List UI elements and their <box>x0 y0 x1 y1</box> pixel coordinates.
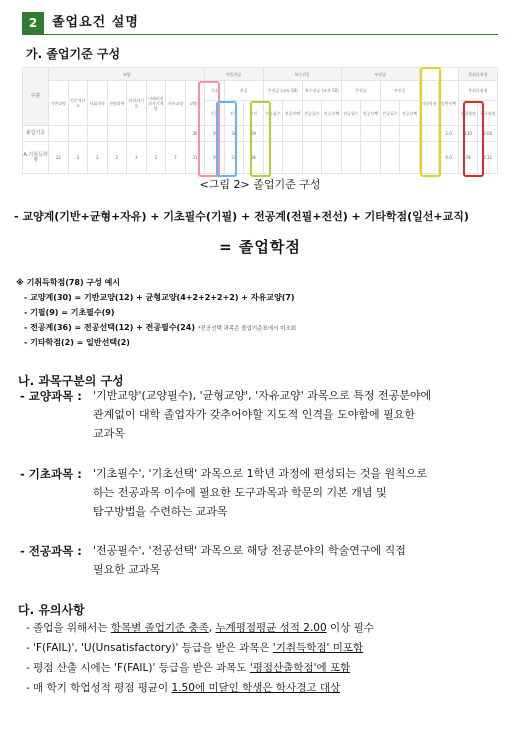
col-gibangyoyang: 기반교양 <box>49 81 69 126</box>
caution-emphasis: 항목별 졸업기준 충족 <box>110 622 209 634</box>
caution-item <box>26 660 350 675</box>
cell <box>146 126 166 142</box>
cell: 9 <box>205 126 225 142</box>
col-gwahak: 과학과기술 <box>127 81 147 126</box>
col-gicho: 기초 <box>205 81 225 101</box>
example-line: - 기타학점(2) = 일반선택(2) <box>24 338 130 347</box>
col-mirae: 미래비전과자기계발 <box>146 81 166 126</box>
example-line: - 교양계(30) = 기반교양(12) + 균형교양(4+2+2+2+2) + 자유교양(7) <box>24 293 295 302</box>
col-minor-main: 주전공 <box>341 81 380 101</box>
example-line <box>24 322 296 333</box>
cell: 2 <box>107 142 127 174</box>
caution-emphasis: 1.50에 미달인 학생은 학사경고 대상 <box>171 682 341 694</box>
cell: 130 <box>458 126 478 142</box>
group-double-major: 복수전공 <box>263 68 341 81</box>
cell <box>68 126 88 142</box>
cell <box>88 126 108 142</box>
equals-line: = 졸업학점 <box>219 238 301 256</box>
cell: 24 <box>224 142 244 174</box>
caution-text: - 'F(FAIL)', 'U(Unsatisfactory)' 등급을 받은 과목은 <box>26 642 273 654</box>
category-label-gicho: - 기초과목 : <box>20 467 82 481</box>
table-row <box>23 142 498 174</box>
formula-line: - 교양계(기반+균형+자유) + 기초필수(기필) + 전공계(전필+전선) + 기타학점(일선+교직) <box>14 210 469 223</box>
cell: 0.0 <box>439 142 459 174</box>
col-d2-seon: 전공선택 <box>322 101 342 126</box>
caution-text: - 평점 산출 시에는 'F(FAIL)' 등급을 받은 과목도 <box>26 662 250 674</box>
col-etc: 기타학점 <box>419 81 439 126</box>
col-minor-second: 부전공 <box>380 81 419 101</box>
cell: 12 <box>49 142 69 174</box>
col-general: 일반선택 <box>439 81 459 126</box>
cell: 2 <box>88 142 108 174</box>
desc-line: 하는 전공과목 이수에 필요한 도구과목과 학문의 기본 개념 및 <box>93 486 387 499</box>
cell: 30 <box>224 126 244 142</box>
group-gyoyang: 교양 <box>49 68 205 81</box>
cell <box>127 126 147 142</box>
category-desc-gyoyang <box>93 386 431 443</box>
desc-line: 관계없이 대학 졸업자가 갖추어야할 지도적 인격을 도야함에 필요한 <box>93 408 416 421</box>
desc-line: '기초필수', '기초선택' 과목으로 1학년 과정에 편성되는 것을 원칙으로 <box>93 467 427 480</box>
category-label-jeongong: - 전공과목 : <box>20 544 82 558</box>
caution-item <box>26 620 374 635</box>
category-label-gyoyang: - 교양과목 : <box>20 389 82 403</box>
col-m2-seon: 전공선택 <box>400 101 420 126</box>
example-line-text: - 전공계(36) = 전공선택(12) + 전공필수(24) <box>24 323 195 332</box>
col-jayugyoyang: 자유교양 <box>166 81 186 126</box>
col-gipil: 기필 <box>205 101 225 126</box>
cell: 4.31 <box>478 142 498 174</box>
cell: 30 <box>185 126 205 142</box>
figure-caption: <그림 2> 졸업기준 구성 <box>199 178 321 191</box>
graduation-criteria-table <box>22 67 498 173</box>
sub-a-title: 가. 졸업기준 구성 <box>26 47 121 61</box>
col-jeonpil: 전필 <box>224 101 244 126</box>
category-desc-gicho <box>93 464 427 521</box>
caution-text: - 졸업을 위해서는 <box>26 622 111 634</box>
desc-line: 교과목 <box>93 427 125 440</box>
desc-line: 탐구방법을 수련하는 교과목 <box>93 505 228 518</box>
col-sahoe: 사회과학 <box>88 81 108 126</box>
group-minor: 부전공 <box>341 68 419 81</box>
col-m2-pil: 전공필수 <box>380 101 400 126</box>
col-m1-seon: 전공선택 <box>361 101 381 126</box>
cell <box>49 126 69 142</box>
row-label: 졸업기준 <box>23 126 49 142</box>
example-small-note: *전공선택 과목은 졸업기준표에서 미조회 <box>197 326 297 332</box>
category-desc-jeongong <box>93 541 406 579</box>
col-grad-credits: 졸업학점 <box>458 101 478 126</box>
col-m1-pil: 전공필수 <box>341 101 361 126</box>
cell <box>166 126 186 142</box>
sub-c-title: 다. 유의사항 <box>18 603 85 617</box>
col-total-head: 총취득학점 <box>458 81 497 101</box>
col-jeongong: 전공 <box>224 81 263 101</box>
sub-b-title: 나. 과목구분의 구성 <box>18 374 124 388</box>
section-number: 2 <box>22 12 44 34</box>
desc-line: '전공필수', '전공선택' 과목으로 해당 전공분야의 학술연구에 직접 <box>93 544 406 557</box>
cell: 3 <box>127 142 147 174</box>
cell: 2.0 <box>439 126 459 142</box>
caution-text: - 매 학기 학업성적 평점 평균이 <box>26 682 172 694</box>
table-row <box>23 126 498 142</box>
col-double-second: 복수전공 (교직 50) <box>302 81 341 101</box>
cell: 9 <box>205 142 225 174</box>
example-line: - 기필(9) = 기초필수(9) <box>24 308 115 317</box>
desc-line: '기반교양'(교양필수), '균형교양', '자유교양' 과목으로 특정 전공분야에 <box>93 389 432 402</box>
cell: 36 <box>244 142 264 174</box>
example-title: ※ 기취득학점(78) 구성 예시 <box>16 278 121 287</box>
col-avg-credits: 평균학점 <box>478 101 498 126</box>
caution-item <box>26 680 340 695</box>
cell: 7 <box>166 142 186 174</box>
col-gyoyanggye: 교양계 <box>185 81 205 126</box>
desc-line: 필요한 교과목 <box>93 563 161 576</box>
row-header: 구분 <box>23 68 49 126</box>
col-jayeon: 자연과학 <box>107 81 127 126</box>
cell <box>107 126 127 142</box>
col-d2-pil: 전공필수 <box>302 101 322 126</box>
row-label: A.기취득학점 <box>23 142 49 174</box>
caution-text: , <box>208 622 216 634</box>
cell: 3 <box>68 142 88 174</box>
cell: 2.00 <box>478 126 498 142</box>
cell: 2 <box>146 142 166 174</box>
cell: 78 <box>458 142 478 174</box>
group-single-major: 단일전공 <box>205 68 264 81</box>
caution-text: 이상 필수 <box>326 622 374 634</box>
caution-emphasis: 누계평점평균 성적 2.00 <box>215 622 327 634</box>
caution-item <box>26 640 363 655</box>
col-double-main: 주전공 (교직 50) <box>263 81 302 101</box>
col-d1-pil: 전공필수 <box>263 101 283 126</box>
section-header <box>22 12 498 35</box>
section-title: 졸업요건 설명 <box>52 15 139 30</box>
group-total: 총취득학점 <box>458 68 497 81</box>
col-d1-seon: 전공선택 <box>283 101 303 126</box>
col-jeonseon: 전선 <box>244 101 264 126</box>
cell: 69 <box>244 126 264 142</box>
caution-emphasis: '평점산출학점'에 포함 <box>249 662 351 674</box>
col-inmun: 인문적사고 <box>68 81 88 126</box>
caution-emphasis: '기취득학점' 미포함 <box>272 642 364 654</box>
cell: 31 <box>185 142 205 174</box>
